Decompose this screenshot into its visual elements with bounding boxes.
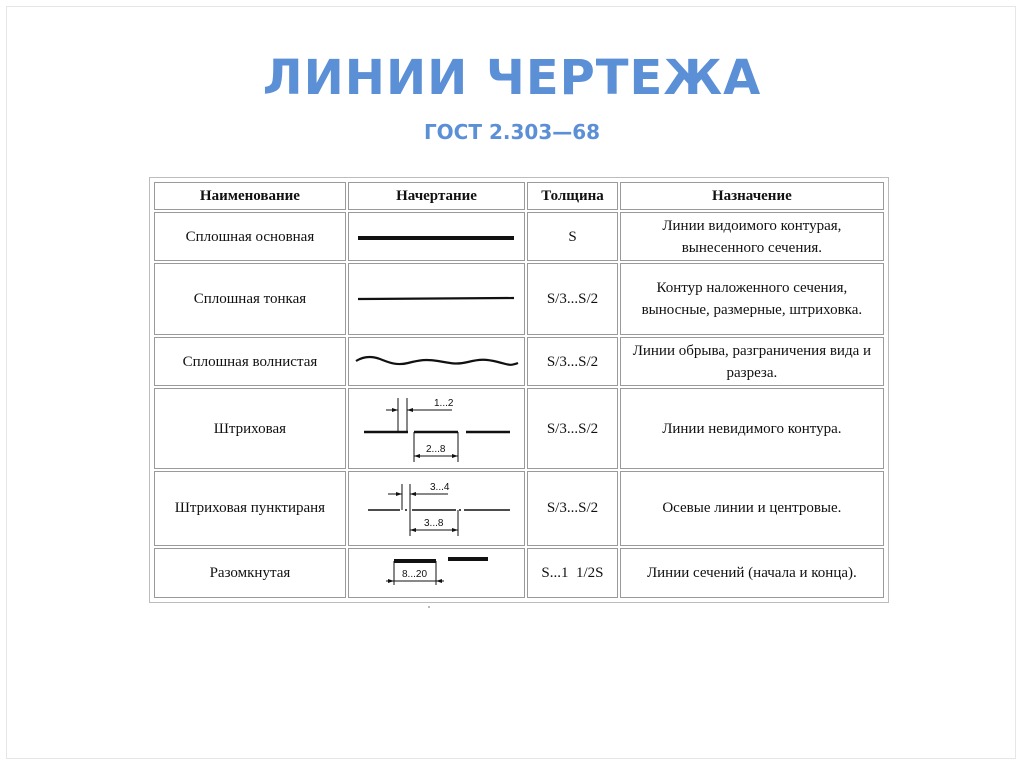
solid-thin-line-icon (352, 284, 522, 314)
line-types-table (152, 180, 886, 600)
table-row (154, 212, 884, 261)
table-row (154, 337, 884, 386)
slide-subtitle: ГОСТ 2.303—68 (423, 120, 601, 144)
wavy-line-icon (352, 347, 522, 377)
row-thickness: S/3...S/2 (527, 471, 618, 546)
row-purpose: Линии обрыва, разграничения вида и разреза. (620, 337, 884, 386)
table-row (154, 548, 884, 598)
line-types-table-frame (149, 177, 889, 603)
header-name: Наименование (154, 182, 346, 210)
header-thickness: Толщина (527, 182, 618, 210)
solid-thick-line-icon (352, 222, 522, 252)
row-purpose: Линии невидимого контура. (620, 388, 884, 468)
row-thickness: S/3...S/2 (527, 388, 618, 468)
row-thickness: S/3...S/2 (527, 263, 618, 335)
header-drawing: Начертание (348, 182, 525, 210)
slide-title: ЛИНИИ ЧЕРТЕЖА (262, 50, 762, 106)
dashdot-dim-bottom: 3...8 (423, 518, 444, 530)
row-name: Разомкнутая (154, 548, 346, 598)
row-thickness: S/3...S/2 (527, 337, 618, 386)
row-purpose: Линии сечений (начала и конца). (620, 548, 884, 598)
row-name: Сплошная основная (154, 212, 346, 261)
header-purpose: Назначение (620, 182, 884, 210)
row-drawing (348, 471, 525, 546)
row-name: Штриховая пунктираня (154, 471, 346, 546)
table-header-row (154, 182, 884, 210)
row-drawing (348, 548, 525, 598)
row-purpose: Линии видоимого контурая, вынесенного сечения. (620, 212, 884, 261)
row-name: Штриховая (154, 388, 346, 468)
row-drawing (348, 212, 525, 261)
table-row (154, 263, 884, 335)
dash-dot-line-icon (352, 476, 522, 540)
row-name: Сплошная тонкая (154, 263, 346, 335)
row-purpose: Контур наложенного сечения, выносные, размерные, штриховка. (620, 263, 884, 335)
table-row (154, 388, 884, 468)
open-dim-bottom: 8...20 (401, 568, 427, 580)
row-drawing (348, 388, 525, 468)
stray-mark (428, 606, 430, 608)
row-thickness: S (527, 212, 618, 261)
open-line-icon (352, 551, 522, 595)
table-row (154, 471, 884, 546)
row-drawing (348, 263, 525, 335)
dashed-line-icon (352, 392, 522, 466)
row-thickness: S...1 1/2S (527, 548, 618, 598)
row-purpose: Осевые линии и центровые. (620, 471, 884, 546)
dashed-dim-top: 1...2 (433, 397, 454, 409)
row-drawing (348, 337, 525, 386)
dashed-dim-bottom: 2...8 (425, 443, 446, 455)
dashdot-dim-top: 3...4 (429, 482, 450, 494)
row-name: Сплошная волнистая (154, 337, 346, 386)
